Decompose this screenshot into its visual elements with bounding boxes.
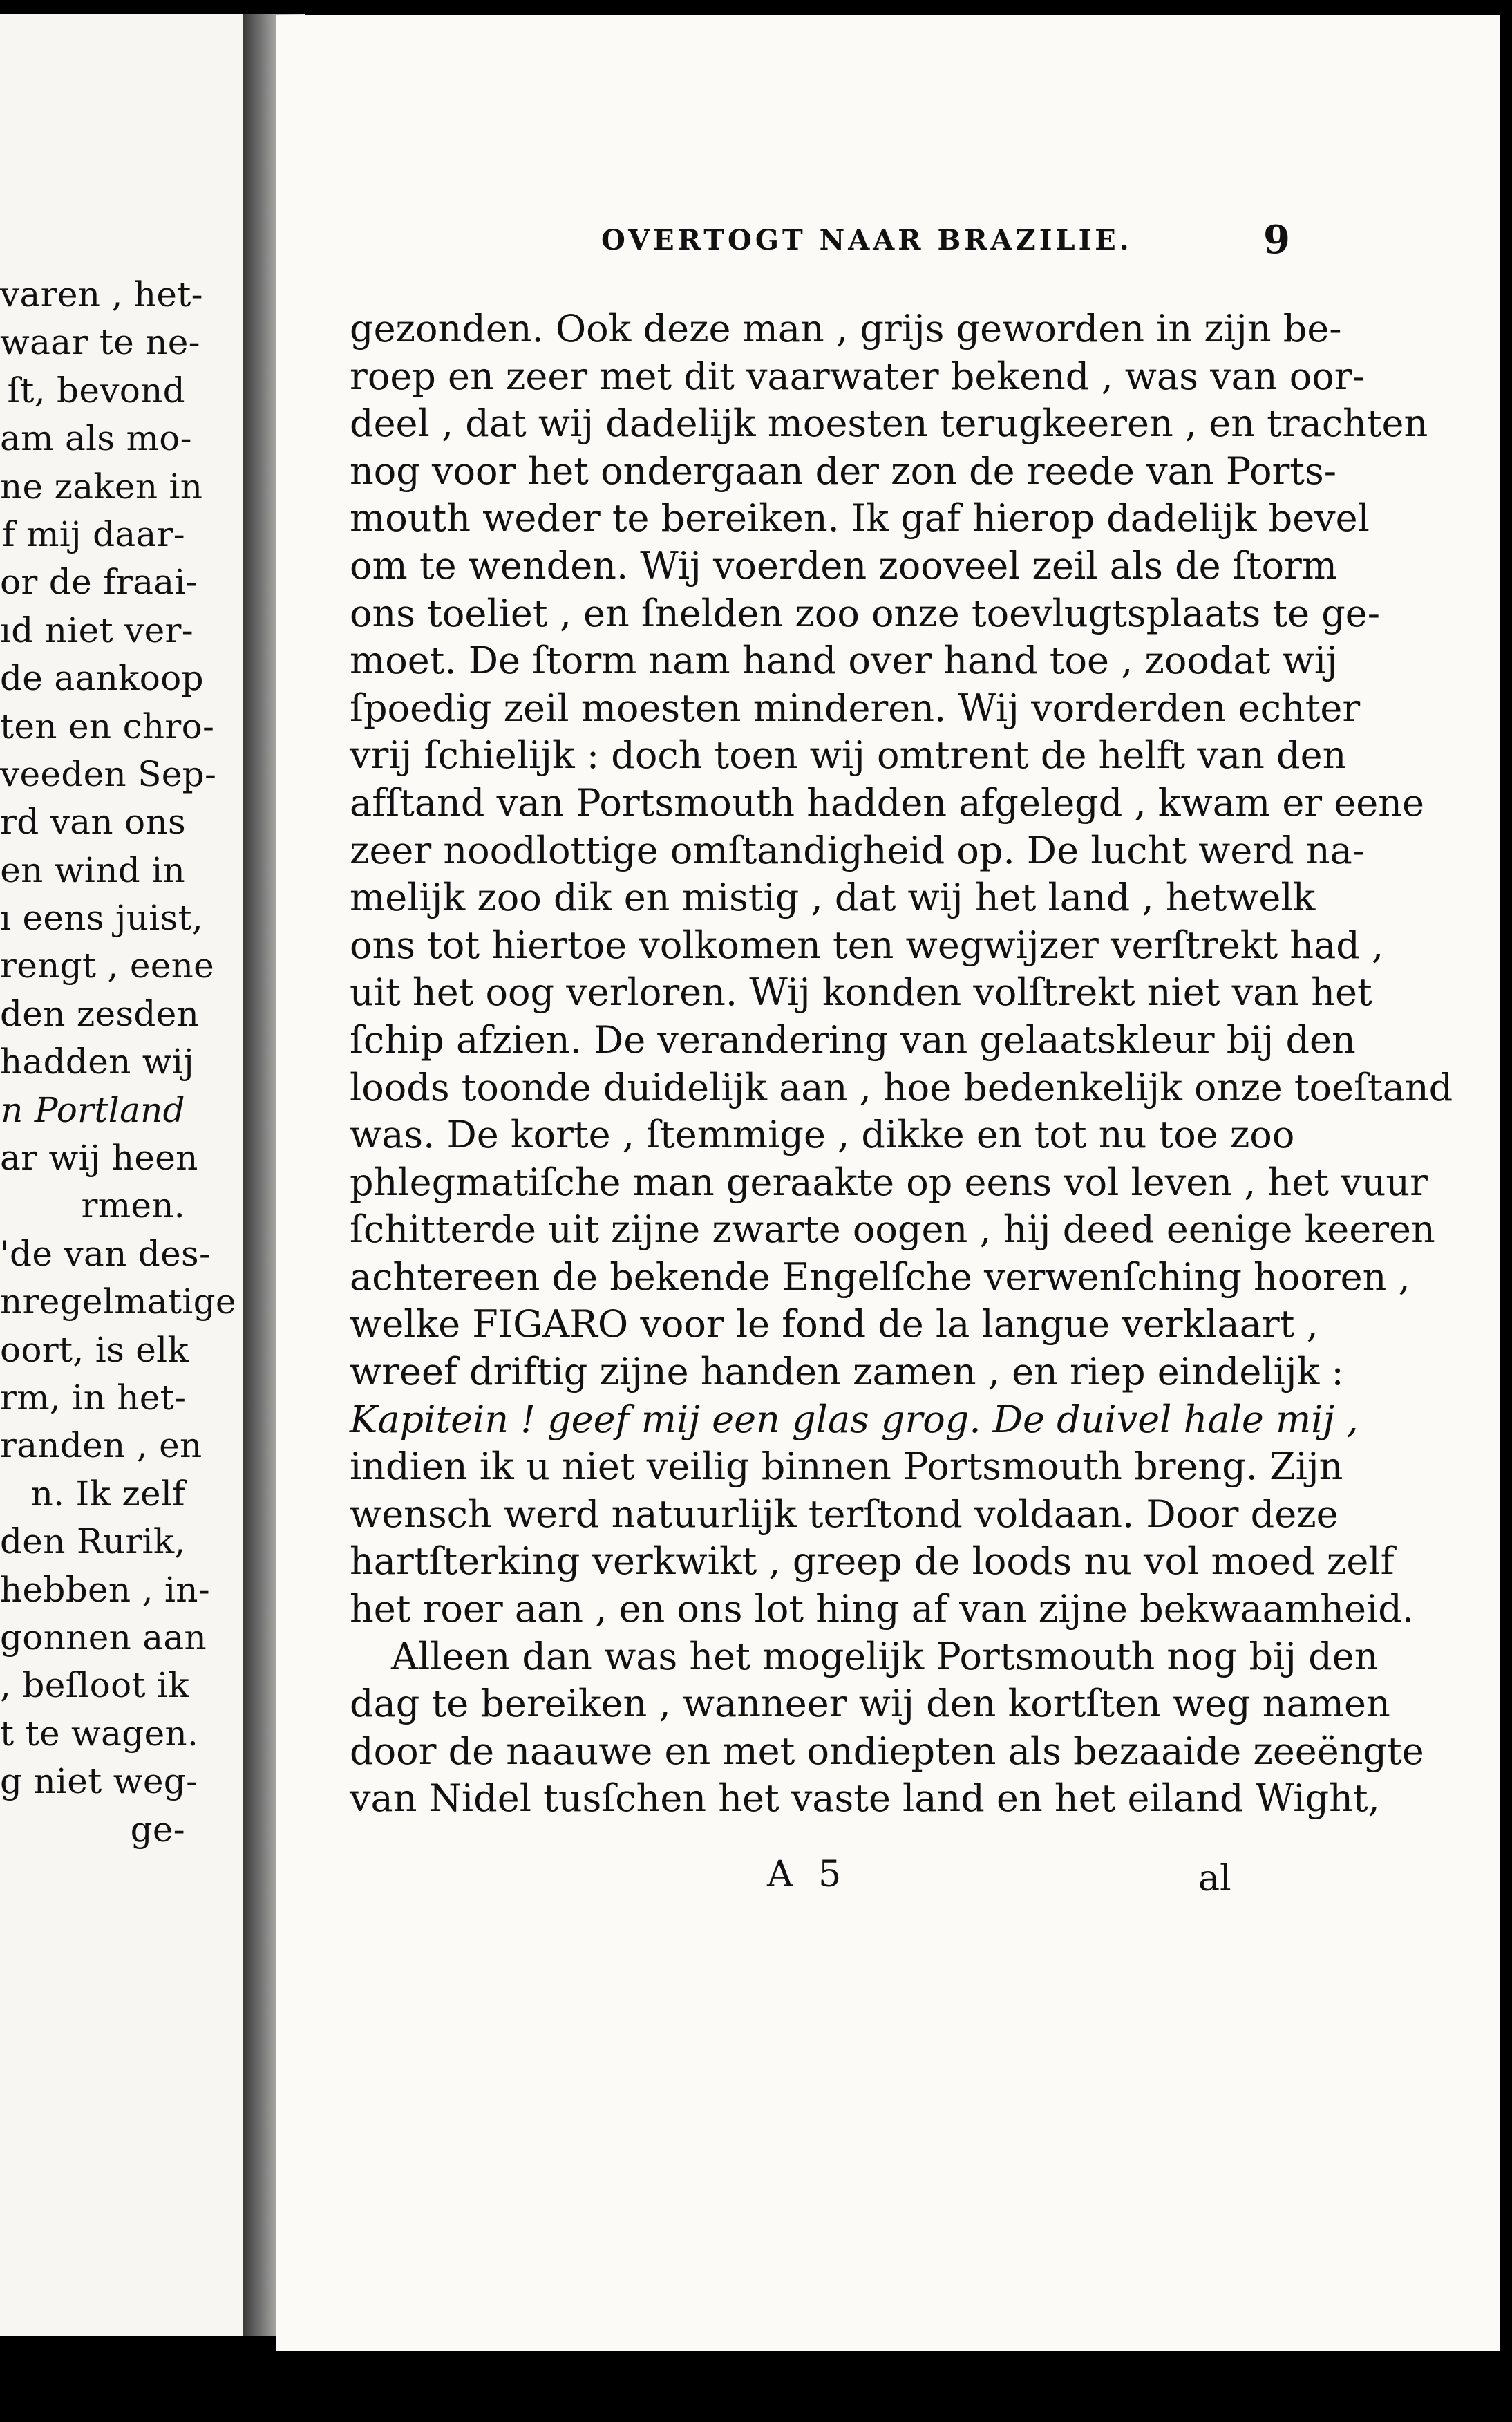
body-text: [350, 306, 1453, 1823]
text-line: ſpoedig zeil moesten minderen. Wij vorderden echter: [350, 686, 1361, 730]
text-line: roep en zeer met dit vaarwater bekend , was van oor-: [350, 354, 1365, 398]
left-line: rmen.: [81, 1185, 185, 1226]
text-line: dag te bereiken , wanneer wij den kortſten weg namen: [350, 1682, 1390, 1726]
text-line: hartſterking verkwikt , greep de loods nu vol moed zelf: [350, 1539, 1395, 1584]
text-line: phlegmatiſche man geraakte op eens vol leven , het vuur: [350, 1160, 1428, 1204]
text-line: het roer aan , en ons lot hing af van zijne bekwaamheid.: [350, 1587, 1414, 1631]
left-line: rd van ons: [0, 802, 186, 843]
left-line: nregelmatige: [0, 1282, 236, 1322]
left-line: randen , en: [0, 1425, 202, 1466]
left-line-italic: n Portland: [1, 1089, 185, 1130]
right-page: [276, 15, 1500, 2351]
text-line: was. De korte , ſtemmige , dikke en tot nu toe zoo: [350, 1113, 1295, 1157]
text-line: zeer noodlottige omſtandigheid op. De lucht werd na-: [350, 828, 1365, 872]
text-line: uit het oog verloren. Wij konden volſtrekt niet van het: [350, 970, 1372, 1015]
page-content: [276, 15, 1500, 2351]
left-line: am als mo-: [0, 418, 192, 459]
catchword: al: [1198, 1858, 1231, 1899]
left-page: [0, 14, 243, 2336]
left-line: den zesden: [0, 993, 200, 1034]
left-line: ten en chro-: [0, 706, 215, 747]
text-line: vrij ſchielijk : doch toen wij omtrent de helft van den: [350, 733, 1347, 778]
paragraph-start-line: Alleen dan was het mogelijk Portsmouth nog bij den: [391, 1634, 1379, 1678]
text-line: ſchip afzien. De verandering van gelaatskleur bij den: [350, 1017, 1356, 1062]
left-line: [0, 1087, 185, 1134]
text-line: mouth weder te bereiken. Ik gaf hierop dadelijk bevel: [350, 496, 1370, 541]
left-line: den Rurik,: [0, 1521, 186, 1562]
text-line: door de naauwe en met ondiepten als bezaaide zeeëngte: [350, 1729, 1424, 1773]
left-line: gonnen aan: [0, 1617, 207, 1658]
italic-quote: Kapitein ! geef mij een glas grog. De duivel hale mij ,: [350, 1397, 1359, 1441]
text-line: loods toonde duidelijk aan , hoe bedenkelijk onze toeſtand: [350, 1065, 1453, 1109]
left-line: de aankoop: [0, 658, 204, 699]
page-number: 9: [1263, 217, 1290, 263]
left-line: or de fraai-: [0, 562, 198, 603]
text-line: om te wenden. Wij voerden zooveel zeil als de ſtorm: [350, 543, 1337, 588]
left-line: ar wij heen: [0, 1138, 198, 1179]
left-line: 'de van des-: [0, 1233, 211, 1274]
left-line: , beſloot ik: [0, 1665, 189, 1706]
text-line: ons toeliet , en ſnelden zoo onze toevlugtsplaats te ge-: [350, 591, 1380, 635]
text-line: melijk zoo dik en mistig , dat wij het land , hetwelk: [350, 876, 1316, 920]
text-line-italic: [350, 1396, 1359, 1444]
left-line: rm, in het-: [0, 1377, 187, 1418]
text-line: gezonden. Ook deze man , grijs geworden in zijn be-: [350, 307, 1342, 350]
left-line: en wind in: [0, 849, 185, 890]
text-line: wreef driftig zijne handen zamen , en riep eindelijk :: [350, 1350, 1344, 1394]
left-line: waar te ne-: [0, 322, 200, 363]
left-line: ge-: [130, 1809, 185, 1850]
scan-edge: [1500, 0, 1512, 2422]
running-head: OVERTOGT NAAR BRAZILIE.: [601, 224, 1133, 256]
left-line: hebben , in-: [0, 1569, 210, 1610]
left-line: ı eens juist,: [0, 898, 204, 939]
text-line: ſchitterde uit zijne zwarte oogen , hij deed eenige keeren: [350, 1208, 1435, 1252]
left-line: f mij daar-: [2, 514, 185, 554]
text-line: nog voor het ondergaan der zon de reede van Ports-: [350, 449, 1336, 493]
left-line: n. Ik zelf: [30, 1473, 185, 1514]
left-line: oort, is elk: [0, 1329, 189, 1370]
text-line: indien ik u niet veilig binnen Portsmouth breng. Zijn: [350, 1445, 1343, 1489]
left-line: hadden wij: [0, 1042, 195, 1082]
text-line: van Nidel tusſchen het vaste land en het eiland Wight,: [350, 1776, 1380, 1821]
left-line: t te wagen.: [0, 1713, 199, 1754]
signature-mark: A 5: [767, 1854, 849, 1895]
left-line: rengt , eene: [0, 946, 215, 986]
left-line: veeden Sep-: [0, 753, 217, 794]
text-line: ons tot hiertoe volkomen ten wegwijzer verſtrekt had ,: [350, 923, 1384, 967]
text-line: achtereen de bekende Engelſche verwenſching hooren ,: [350, 1255, 1410, 1299]
left-line: varen , het-: [0, 274, 203, 315]
text-line: wensch werd natuurlijk terſtond voldaan. Door deze: [350, 1492, 1339, 1536]
text-line: deel , dat wij dadelijk moesten terugkeeren , en trachten: [350, 402, 1428, 446]
text-line: moet. De ſtorm nam hand over hand toe , zoodat wij: [350, 639, 1338, 683]
left-line: ne zaken in: [0, 466, 203, 507]
left-line: g niet weg-: [0, 1761, 198, 1802]
text-line: welke FIGARO voor le fond de la langue verklaart ,: [350, 1302, 1319, 1346]
left-line: ſt, bevond: [7, 370, 185, 411]
text-line: afſtand van Portsmouth hadden afgelegd , kwam er eene: [350, 780, 1424, 825]
left-page-text: [0, 271, 236, 1854]
left-line: ıd niet ver-: [0, 610, 193, 650]
